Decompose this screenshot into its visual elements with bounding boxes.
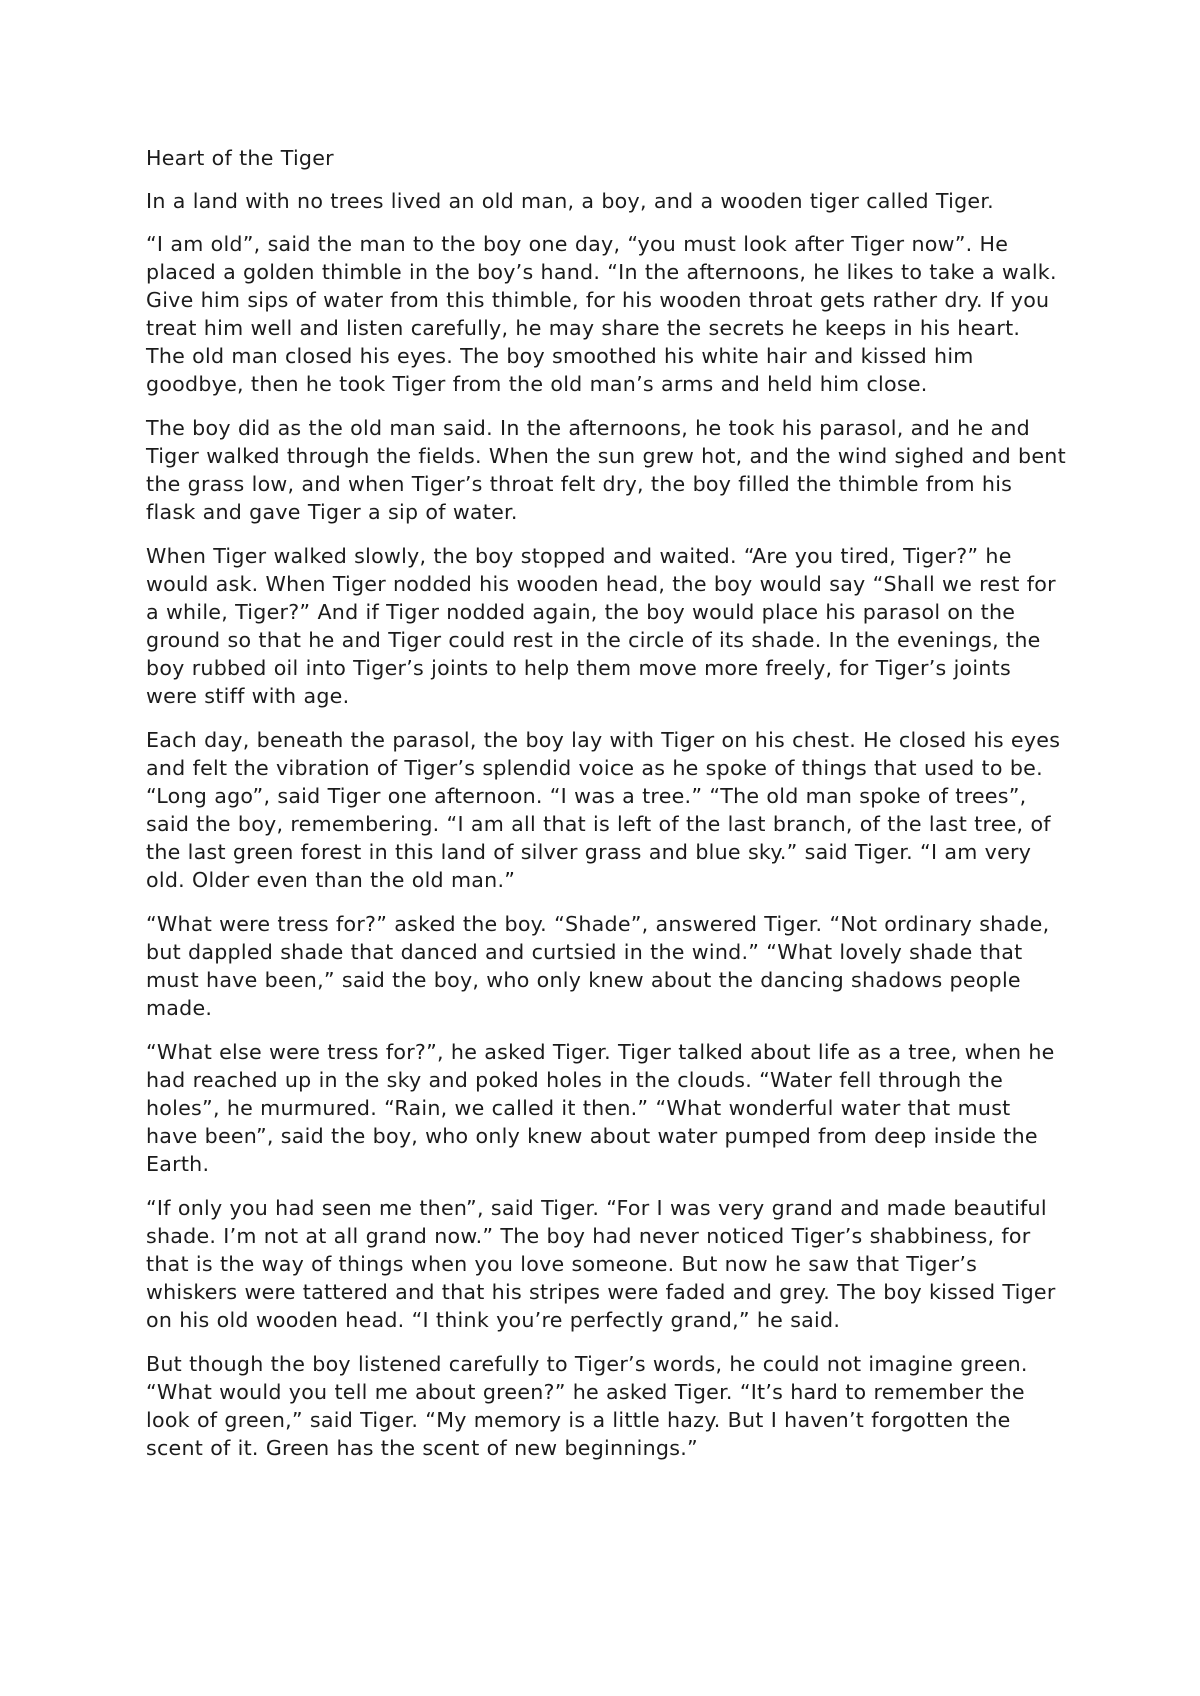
document-title: Heart of the Tiger	[146, 146, 334, 170]
paragraph-2: “I am old”, said the man to the boy one day, “you must look after Tiger now”. He placed a golden thimble in the boy’s hand. “In the afternoons, he likes to take a walk. Give him sips of water from this thimble, for his wooden throat gets rather dry. If you treat him well and listen carefully, he may share the secrets he keeps in his heart. The old man closed his eyes. The boy smoothed his white hair and kissed him goodbye, then he took Tiger from the old man’s arms and held him close.	[146, 232, 1057, 396]
paragraph-3: The boy did as the old man said. In the afternoons, he took his parasol, and he and Tiger walked through the fields. When the sun grew hot, and the wind sighed and bent the grass low, and when Tiger’s throat felt dry, the boy filled the thimble from his flask and gave Tiger a sip of water.	[146, 416, 1066, 524]
paragraph-1: In a land with no trees lived an old man, a boy, and a wooden tiger called Tiger.	[146, 189, 994, 213]
paragraph-7: “What else were tress for?”, he asked Tiger. Tiger talked about life as a tree, when he had reached up in the sky and poked holes in the clouds. “Water fell through the holes”, he murmured. “Rain, we called it then.” “What wonderful water that must have been”, said the boy, who only knew about water pumped from deep inside the Earth.	[146, 1040, 1055, 1176]
document-body	[146, 144, 1066, 1478]
paragraph-6: “What were tress for?” asked the boy. “Shade”, answered Tiger. “Not ordinary shade, but dappled shade that danced and curtsied in the wind.” “What lovely shade that must have been,” said the boy, who only knew about the dancing shadows people made.	[146, 912, 1050, 1020]
paragraph-9: But though the boy listened carefully to Tiger’s words, he could not imagine green. “What would you tell me about green?” he asked Tiger. “It’s hard to remember the look of green,” said Tiger. “My memory is a little hazy. But I haven’t forgotten the scent of it. Green has the scent of new beginnings.”	[146, 1352, 1028, 1460]
paragraph-5: Each day, beneath the parasol, the boy lay with Tiger on his chest. He closed his eyes and felt the vibration of Tiger’s splendid voice as he spoke of things that used to be. “Long ago”, said Tiger one afternoon. “I was a tree.” “The old man spoke of trees”, said the boy, remembering. “I am all that is left of the last branch, of the last tree, of the last green forest in this land of silver grass and blue sky.” said Tiger. “I am very old. Older even than the old man.”	[146, 728, 1061, 892]
paragraph-4: When Tiger walked slowly, the boy stopped and waited. “Are you tired, Tiger?” he would ask. When Tiger nodded his wooden head, the boy would say “Shall we rest for a while, Tiger?” And if Tiger nodded again, the boy would place his parasol on the ground so that he and Tiger could rest in the circle of its shade. In the evenings, the boy rubbed oil into Tiger’s joints to help them move more freely, for Tiger’s joints were stiff with age.	[146, 544, 1056, 708]
paragraph-8: “If only you had seen me then”, said Tiger. “For I was very grand and made beautiful shade. I’m not at all grand now.” The boy had never noticed Tiger’s shabbiness, for that is the way of things when you love someone. But now he saw that Tiger’s whiskers were tattered and that his stripes were faded and grey. The boy kissed Tiger on his old wooden head. “I think you’re perfectly grand,” he said.	[146, 1196, 1056, 1332]
